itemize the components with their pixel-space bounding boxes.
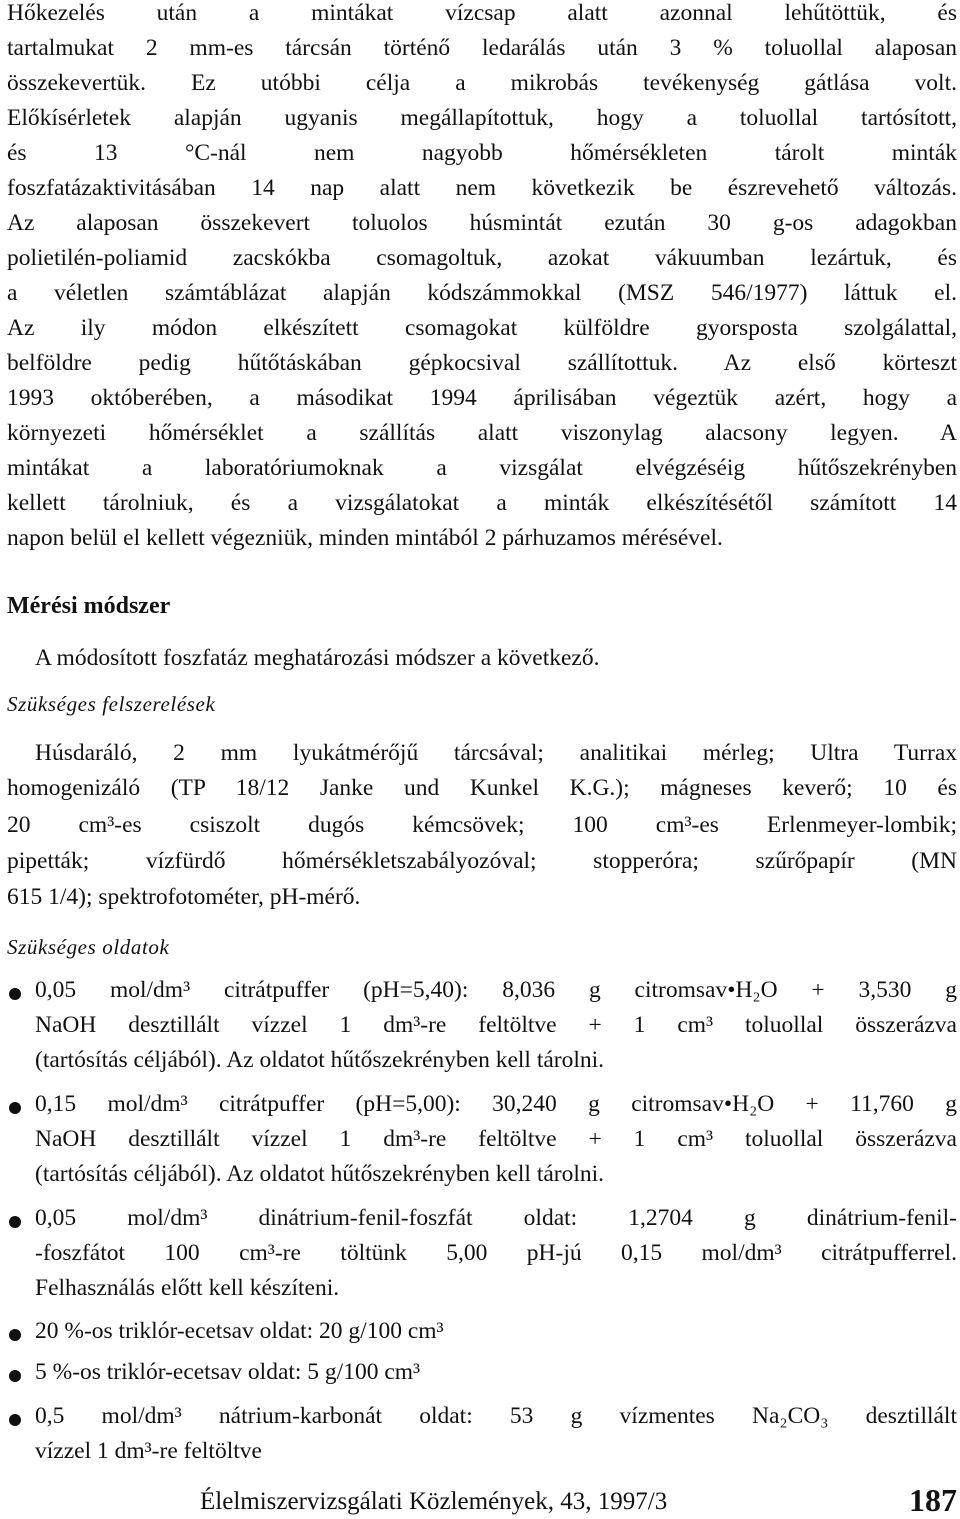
paragraph-line: pipetták; vízfürdő hőmérsékletszabályozóval; stopperóra; szűrőpapír (MN xyxy=(7,848,957,874)
section-intro: A módosított foszfatáz meghatározási módszer a következő. xyxy=(35,645,600,671)
paragraph-line: 1993 októberében, a másodikat 1994 áprilisában végeztük azért, hogy a xyxy=(7,385,957,411)
solution-line: 20 %-os triklór-ecetsav oldat: 20 g/100 cm³ xyxy=(35,1318,444,1344)
solution-line: Felhasználás előtt kell készíteni. xyxy=(35,1275,340,1301)
paragraph-line: foszfatázaktivitásában 14 nap alatt nem következik be észrevehető változás. xyxy=(7,175,957,201)
bullet-icon xyxy=(9,1370,21,1382)
paragraph-line: mintákat a laboratóriumoknak a vizsgálat elvégzéséig hűtőszekrényben xyxy=(7,455,957,481)
solution-line: 0,05 mol/dm³ dinátrium-fenil-foszfát oldat: 1,2704 g dinátrium-fenil- xyxy=(35,1205,957,1231)
solution-line: vízzel 1 dm³-re feltöltve xyxy=(35,1438,262,1464)
paragraph-line: környezeti hőmérséklet a szállítás alatt viszonylag alacsony legyen. A xyxy=(7,420,957,446)
paragraph-line: és 13 °C-nál nem nagyobb hőmérsékleten tárolt minták xyxy=(7,140,957,166)
paragraph-line: homogenizáló (TP 18/12 Janke und Kunkel K.G.); mágneses keverő; 10 és xyxy=(7,775,957,801)
solution-line: 0,5 mol/dm³ nátrium-karbonát oldat: 53 g vízmentes Na₂CO₃ desztillált xyxy=(35,1403,957,1429)
paragraph-line: 20 cm³-es csiszolt dugós kémcsövek; 100 cm³-es Erlenmeyer-lombik; xyxy=(7,812,957,838)
paragraph-line: 615 1/4); spektrofotométer, pH-mérő. xyxy=(7,884,361,910)
bullet-icon xyxy=(9,1414,21,1426)
solution-line: 0,05 mol/dm³ citrátpuffer (pH=5,40): 8,036 g citromsav•H₂O + 3,530 g xyxy=(35,977,957,1003)
solution-line: 0,15 mol/dm³ citrátpuffer (pH=5,00): 30,240 g citromsav•H₂O + 11,760 g xyxy=(35,1091,957,1117)
solution-line: (tartósítás céljából). Az oldatot hűtőszekrényben kell tárolni. xyxy=(35,1047,605,1073)
bullet-icon xyxy=(9,988,21,1000)
paragraph-line: a véletlen számtáblázat alapján kódszámmokkal (MSZ 546/1977) láttuk el. xyxy=(7,280,957,306)
solution-line: -foszfátot 100 cm³-re töltünk 5,00 pH-jú 0,15 mol/dm³ citrátpufferrel. xyxy=(35,1240,957,1266)
paragraph-line: Az ily módon elkészített csomagokat külföldre gyorsposta szolgálattal, xyxy=(7,315,957,341)
journal-citation: Élelmiszervizsgálati Közlemények, 43, 1997/3 xyxy=(200,1488,668,1515)
bullet-icon xyxy=(9,1216,21,1228)
paragraph-line: kellett tárolniuk, és a vizsgálatokat a minták elkészítésétől számított 14 xyxy=(7,490,957,516)
paragraph-line: napon belül el kellett végezniük, minden mintából 2 párhuzamos mérésével. xyxy=(7,525,723,551)
bullet-icon xyxy=(9,1102,21,1114)
solution-line: (tartósítás céljából). Az oldatot hűtőszekrényben kell tárolni. xyxy=(35,1161,605,1187)
paragraph-line: Előkísérletek alapján ugyanis megállapítottuk, hogy a toluollal tartósított, xyxy=(7,105,957,131)
paragraph-line: polietilén-poliamid zacskókba csomagoltuk, azokat vákuumban lezártuk, és xyxy=(7,245,957,271)
paragraph-line: Hőkezelés után a mintákat vízcsap alatt azonnal lehűtöttük, és xyxy=(7,0,957,26)
paragraph-line: belföldre pedig hűtőtáskában gépkocsival szállítottuk. Az első körteszt xyxy=(7,350,957,376)
page-number: 187 xyxy=(909,1482,957,1518)
paragraph-line: tartalmukat 2 mm-es tárcsán történő ledarálás után 3 % toluollal alaposan xyxy=(7,35,957,61)
equipment-heading: Szükséges felszerelések xyxy=(7,692,216,716)
solution-line: NaOH desztillált vízzel 1 dm³-re feltöltve + 1 cm³ toluollal összerázva xyxy=(35,1126,957,1152)
section-heading: Mérési módszer xyxy=(7,593,171,619)
solution-line: NaOH desztillált vízzel 1 dm³-re feltöltve + 1 cm³ toluollal összerázva xyxy=(35,1012,957,1038)
paragraph-line: Húsdaráló, 2 mm lyukátmérőjű tárcsával; analitikai mérleg; Ultra Turrax xyxy=(35,740,957,766)
paragraph-line: összekevertük. Ez utóbbi célja a mikrobás tevékenység gátlása volt. xyxy=(7,70,957,96)
solution-line: 5 %-os triklór-ecetsav oldat: 5 g/100 cm³ xyxy=(35,1359,421,1385)
bullet-icon xyxy=(9,1329,21,1341)
solutions-heading: Szükséges oldatok xyxy=(7,935,170,959)
paragraph-line: Az alaposan összekevert toluolos húsmintát ezután 30 g-os adagokban xyxy=(7,210,957,236)
